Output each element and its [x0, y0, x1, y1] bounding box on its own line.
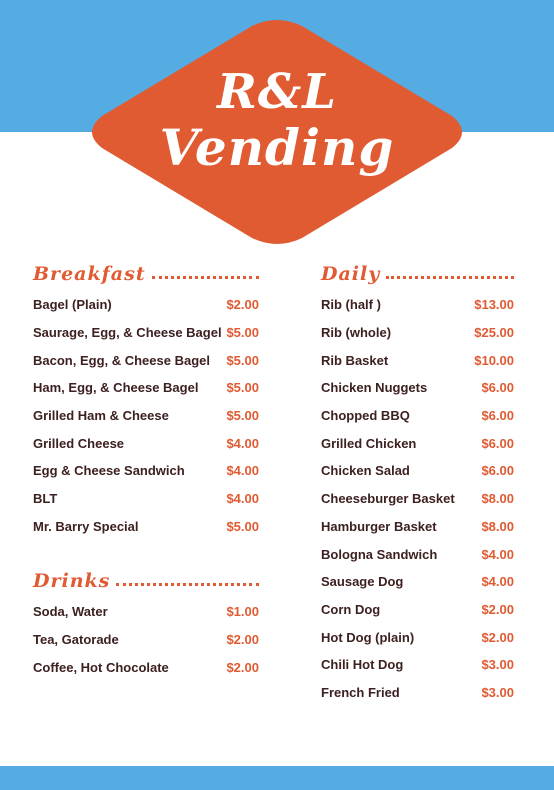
menu-item-name: Hot Dog (plain) — [321, 629, 415, 645]
daily-list — [321, 291, 514, 706]
menu-item-price: $4.00 — [226, 463, 259, 479]
menu-item-price: $13.00 — [474, 297, 514, 313]
menu-item — [33, 402, 259, 430]
menu-item — [33, 429, 259, 457]
menu-item — [321, 429, 514, 457]
menu-item — [33, 319, 259, 347]
breakfast-title: Breakfast — [33, 263, 146, 285]
daily-title: Daily — [321, 263, 381, 285]
menu-item — [33, 626, 259, 654]
menu-item-price: $4.00 — [481, 574, 514, 590]
drinks-list — [33, 598, 259, 681]
menu-item-price: $6.00 — [481, 408, 514, 424]
menu-item — [33, 291, 259, 319]
menu-item-price: $4.00 — [226, 491, 259, 507]
menu-item — [321, 485, 514, 513]
menu-item — [33, 513, 259, 541]
menu-item-name: Mr. Barry Special — [33, 518, 139, 534]
drinks-title: Drinks — [33, 570, 111, 592]
menu-item — [321, 402, 514, 430]
menu-item — [33, 374, 259, 402]
menu-item-name: Chicken Salad — [321, 463, 410, 479]
menu-item-price: $2.00 — [481, 601, 514, 617]
menu-item-price: $10.00 — [474, 352, 514, 368]
section-header — [321, 257, 514, 285]
menu-item-name: Hamburger Basket — [321, 518, 437, 534]
section-header — [33, 257, 259, 285]
menu-item-name: Soda, Water — [33, 604, 108, 620]
menu-item — [33, 485, 259, 513]
menu-item — [321, 513, 514, 541]
menu-item — [321, 291, 514, 319]
dotted-leader — [386, 276, 514, 279]
menu-item-name: Grilled Cheese — [33, 435, 125, 451]
menu-item-name: Chicken Nuggets — [321, 380, 428, 396]
menu-item-price: $6.00 — [481, 380, 514, 396]
menu-item — [321, 568, 514, 596]
menu-item — [33, 346, 259, 374]
menu-item-name: Grilled Chicken — [321, 435, 417, 451]
menu-item-name: Rib Basket — [321, 352, 389, 368]
section-header — [33, 564, 259, 592]
menu-item-price: $4.00 — [481, 546, 514, 562]
menu-item-price: $5.00 — [226, 325, 259, 341]
menu-item-name: French Fried — [321, 684, 400, 700]
drinks-section — [33, 564, 259, 681]
menu-item-name: Grilled Ham & Cheese — [33, 408, 169, 424]
menu-item-name: Coffee, Hot Chocolate — [33, 659, 169, 675]
menu-item-price: $1.00 — [226, 604, 259, 620]
menu-item-name: Bacon, Egg, & Cheese Bagel — [33, 352, 210, 368]
menu-item-price: $5.00 — [226, 380, 259, 396]
menu-item — [321, 374, 514, 402]
menu-item-name: Chili Hot Dog — [321, 657, 404, 673]
menu-item-name: Sausage Dog — [321, 574, 404, 590]
menu-item-name: Tea, Gatorade — [33, 632, 119, 648]
breakfast-list — [33, 291, 259, 540]
menu-item-name: Saurage, Egg, & Cheese Bagel — [33, 325, 222, 341]
menu-item-price: $3.00 — [481, 684, 514, 700]
menu-item — [321, 319, 514, 347]
menu-item-name: Bagel (Plain) — [33, 297, 112, 313]
menu-item — [321, 596, 514, 624]
dotted-leader — [152, 276, 259, 279]
menu-item-price: $2.00 — [226, 632, 259, 648]
menu-item — [33, 598, 259, 626]
menu-item-price: $5.00 — [226, 518, 259, 534]
dotted-leader — [116, 583, 259, 586]
menu-item — [33, 457, 259, 485]
menu-item-price: $5.00 — [226, 408, 259, 424]
menu-item-price: $3.00 — [481, 657, 514, 673]
footer-band — [0, 766, 554, 790]
breakfast-section — [33, 257, 259, 540]
menu-item — [321, 623, 514, 651]
menu-item-name: Corn Dog — [321, 601, 381, 617]
menu-item — [321, 346, 514, 374]
menu-item-name: Egg & Cheese Sandwich — [33, 463, 185, 479]
menu-item — [33, 653, 259, 681]
menu-item-price: $6.00 — [481, 435, 514, 451]
menu-item — [321, 651, 514, 679]
menu-item — [321, 679, 514, 707]
menu-item-price: $2.00 — [226, 297, 259, 313]
menu-item-price: $5.00 — [226, 352, 259, 368]
daily-section — [321, 257, 514, 706]
menu-item-price: $8.00 — [481, 518, 514, 534]
menu-item — [321, 457, 514, 485]
menu-item — [321, 540, 514, 568]
menu-item-name: Rib (half ) — [321, 297, 381, 313]
menu-item-price: $6.00 — [481, 463, 514, 479]
menu-item-price: $8.00 — [481, 491, 514, 507]
menu-item-name: Bologna Sandwich — [321, 546, 438, 562]
menu-item-name: Ham, Egg, & Cheese Bagel — [33, 380, 199, 396]
menu-item-price: $25.00 — [474, 325, 514, 341]
menu-item-price: $2.00 — [226, 659, 259, 675]
logo-subtitle: Vending — [159, 118, 395, 177]
menu-item-name: Chopped BBQ — [321, 408, 410, 424]
menu-item-name: Cheeseburger Basket — [321, 491, 455, 507]
logo-title: R&L — [217, 64, 337, 120]
menu-item-price: $2.00 — [481, 629, 514, 645]
menu-item-name: Rib (whole) — [321, 325, 392, 341]
menu-item-price: $4.00 — [226, 435, 259, 451]
menu-item-name: BLT — [33, 491, 58, 507]
